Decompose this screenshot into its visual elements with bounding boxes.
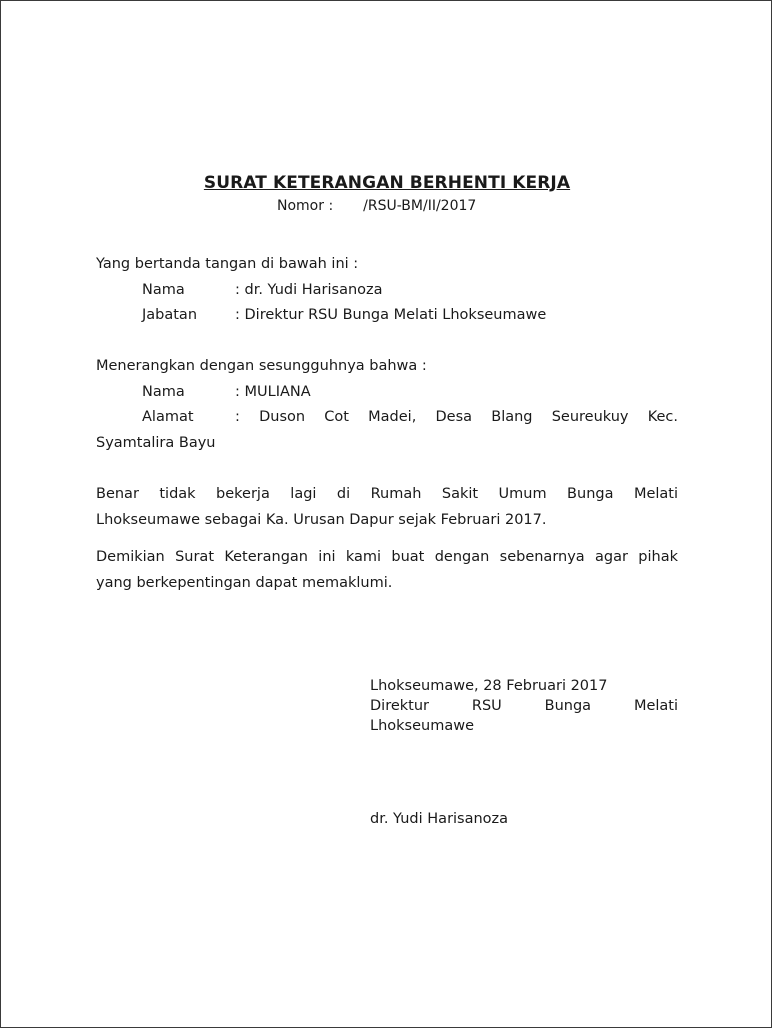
employee-address-label: Alamat: [142, 409, 194, 425]
signature-position-line1: Direktur RSU Bunga Melati: [370, 698, 678, 714]
signer-position-value: : Direktur RSU Bunga Melati Lhokseumawe: [235, 307, 547, 323]
paragraph-2-line-1: Demikian Surat Keterangan ini kami buat dengan sebenarnya agar pihak: [96, 549, 678, 565]
paragraph-1-line-1: Benar tidak bekerja lagi di Rumah Sakit Umum Bunga Melati: [96, 486, 678, 502]
statement-text: Menerangkan dengan sesungguhnya bahwa :: [96, 358, 427, 374]
intro-text: Yang bertanda tangan di bawah ini :: [96, 256, 359, 272]
paragraph-2-line-2: yang berkepentingan dapat memaklumi.: [96, 575, 393, 591]
signature-name: dr. Yudi Harisanoza: [370, 811, 509, 827]
paragraph-1-line-2: Lhokseumawe sebagai Ka. Urusan Dapur sejak Februari 2017.: [96, 512, 547, 528]
letter-number-value: /RSU-BM/II/2017: [363, 198, 477, 214]
letter-number-label: Nomor :: [277, 198, 334, 214]
signer-name-label: Nama: [142, 282, 185, 298]
letter-number: [277, 198, 476, 214]
employee-address-line1: : Duson Cot Madei, Desa Blang Seureukuy Kec.: [235, 409, 678, 425]
employee-name-value: : MULIANA: [235, 384, 311, 400]
letter-title: SURAT KETERANGAN BERHENTI KERJA: [203, 173, 571, 193]
signature-position-line2: Lhokseumawe: [370, 718, 474, 734]
signature-place-date: Lhokseumawe, 28 Februari 2017: [370, 678, 608, 694]
signer-position-label: Jabatan: [142, 307, 198, 323]
signer-name-value: : dr. Yudi Harisanoza: [235, 282, 383, 298]
employee-name-label: Nama: [142, 384, 185, 400]
employee-address-line2: Syamtalira Bayu: [96, 435, 216, 451]
